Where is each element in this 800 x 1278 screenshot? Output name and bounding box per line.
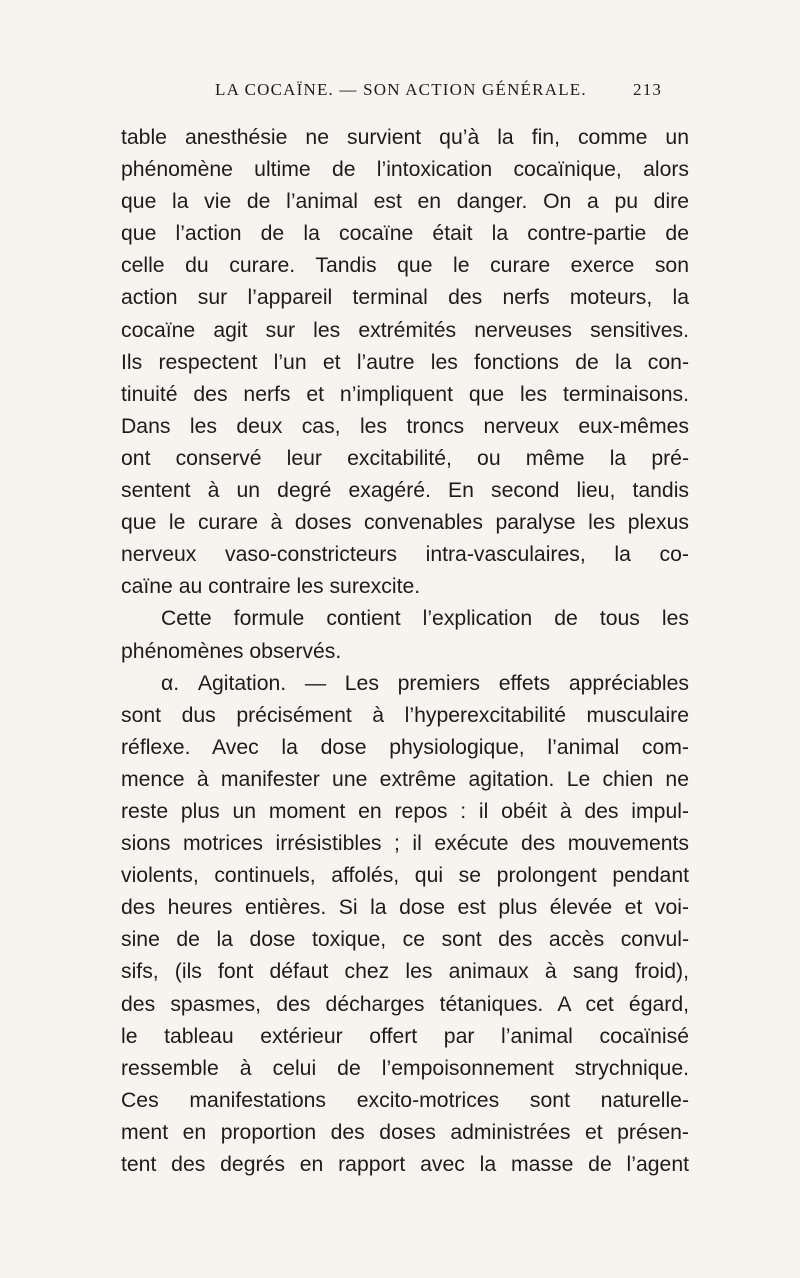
page-number: 213	[633, 80, 663, 99]
text-line: phénomène ultime de l’intoxication cocaïnique, alors	[121, 158, 689, 182]
text-line: tent des degrés en rapport avec la masse de l’agent	[121, 1153, 689, 1176]
text-line: Ils respectent l’un et l’autre les fonctions de la con-	[121, 350, 689, 374]
text-line: des spasmes, des décharges tétaniques. A cet égard,	[121, 992, 689, 1016]
text-line: que le curare à doses convenables paralyse les plexus	[121, 511, 689, 535]
text-line: sine de la dose toxique, ce sont des accès convul-	[121, 928, 689, 952]
text-line: mence à manifester une extrême agitation. Le chien ne	[121, 767, 689, 791]
text-line: Cette formule contient l’explication de tous les	[161, 607, 689, 631]
text-line: que la vie de l’animal est en danger. On a pu dire	[121, 190, 689, 214]
text-line: nerveux vaso-constricteurs intra-vasculaires, la co-	[121, 543, 689, 567]
running-head-title: LA COCAÏNE. — SON ACTION GÉNÉRALE.	[215, 80, 587, 99]
section-heading-line: α. Agitation. — Les premiers effets appréciables	[161, 671, 689, 695]
text-line: phénomènes observés.	[121, 639, 342, 663]
running-head	[215, 80, 663, 104]
text-line: caïne au contraire les surexcite.	[121, 575, 421, 599]
text-line: reste plus un moment en repos : il obéit à des impul-	[121, 799, 689, 823]
text-line: des heures entières. Si la dose est plus élevée et voi-	[121, 896, 689, 920]
text-line: action sur l’appareil terminal des nerfs moteurs, la	[121, 286, 689, 310]
text-line: celle du curare. Tandis que le curare exerce son	[121, 254, 689, 278]
text-line: sions motrices irrésistibles ; il exécute des mouvements	[121, 832, 689, 856]
text-line: Dans les deux cas, les troncs nerveux eux-mêmes	[121, 414, 689, 438]
body-text	[121, 122, 689, 1181]
text-line: ressemble à celui de l’empoisonnement strychnique.	[121, 1056, 689, 1080]
text-line: sifs, (ils font défaut chez les animaux à sang froid),	[121, 960, 689, 984]
text-line: Ces manifestations excito-motrices sont naturelle-	[121, 1088, 689, 1112]
text-line: réflexe. Avec la dose physiologique, l’animal com-	[121, 735, 689, 759]
text-line: sentent à un degré exagéré. En second lieu, tandis	[121, 479, 689, 503]
text-line: tinuité des nerfs et n’impliquent que les terminaisons.	[121, 382, 689, 406]
text-line: que l’action de la cocaïne était la contre-partie de	[121, 222, 689, 246]
text-line: ment en proportion des doses administrées et présen-	[121, 1120, 689, 1144]
text-line: table anesthésie ne survient qu’à la fin, comme un	[121, 126, 689, 149]
text-line: le tableau extérieur offert par l’animal cocaïnisé	[121, 1024, 689, 1048]
text-line: violents, continuels, affolés, qui se prolongent pendant	[121, 864, 689, 888]
text-line: cocaïne agit sur les extrémités nerveuses sensitives.	[121, 318, 689, 342]
text-line: ont conservé leur excitabilité, ou même la pré-	[121, 446, 689, 470]
text-line: sont dus précisément à l’hyperexcitabilité musculaire	[121, 703, 689, 727]
